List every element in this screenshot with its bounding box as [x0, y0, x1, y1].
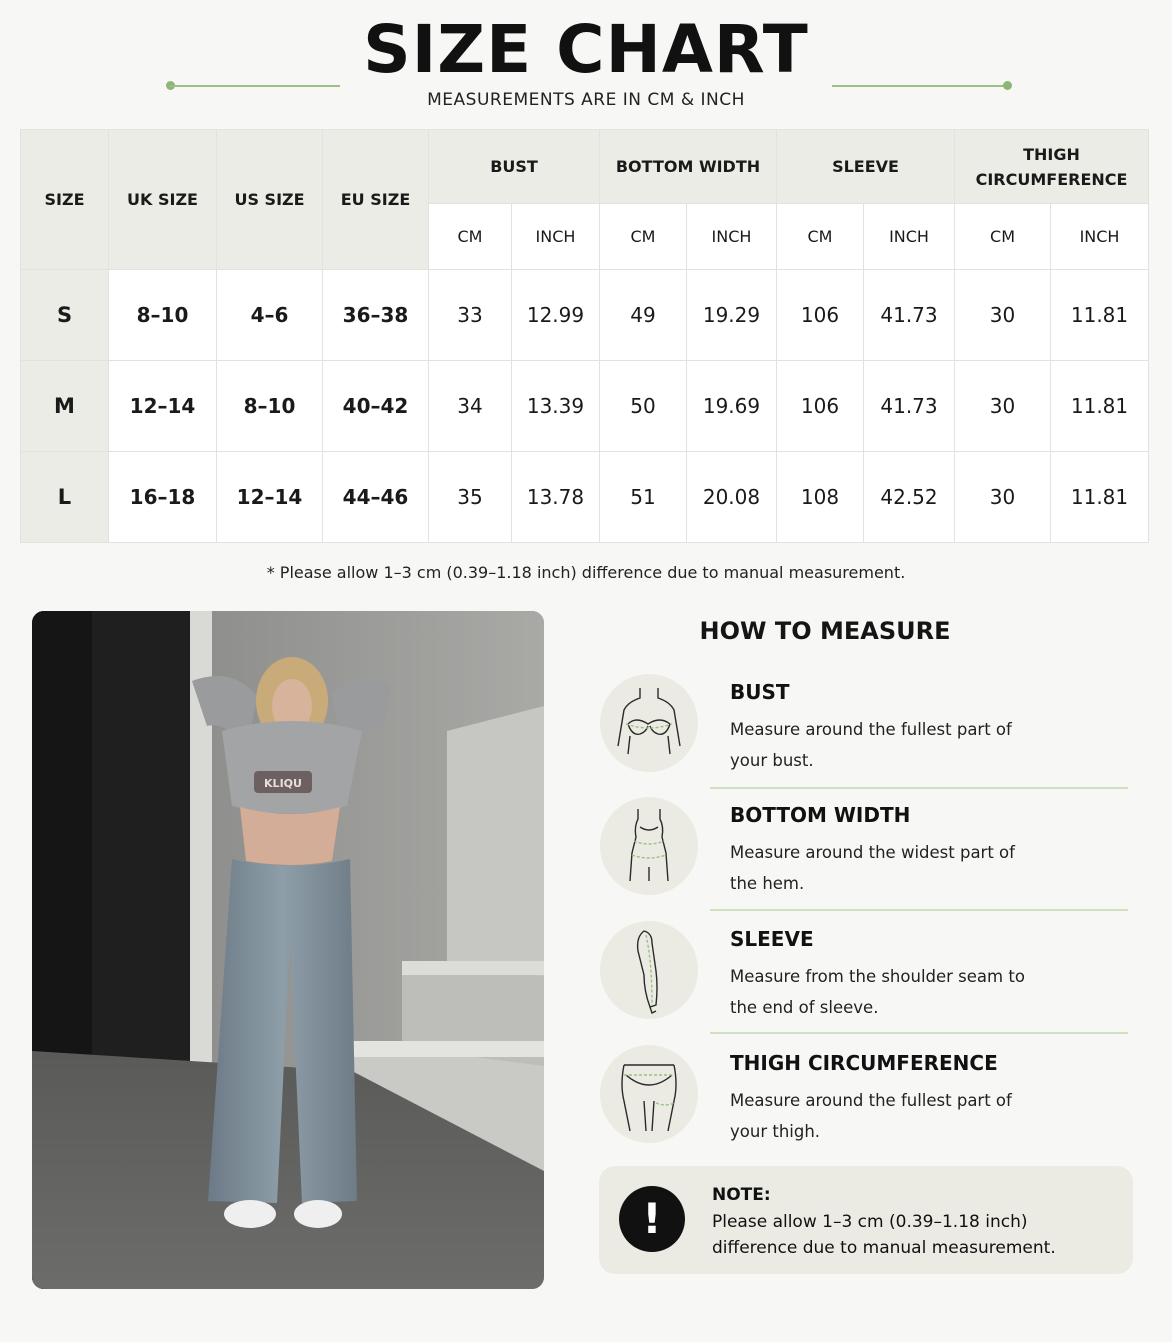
divider	[710, 909, 1128, 911]
table-cell: 8–10	[217, 361, 323, 452]
table-cell: 12–14	[217, 452, 323, 543]
table-cell: 12.99	[512, 270, 600, 361]
table-cell: 11.81	[1051, 361, 1149, 452]
page-title: SIZE CHART	[363, 11, 809, 88]
table-cell: 16–18	[109, 452, 217, 543]
table-cell: 40–42	[323, 361, 429, 452]
table-cell: 49	[600, 270, 687, 361]
header-eu-size: EU SIZE	[323, 130, 429, 270]
exclamation-icon: !	[619, 1186, 685, 1252]
unit-cell: INCH	[864, 204, 955, 270]
sweatshirt-print: KLIQU	[264, 777, 302, 790]
product-photo	[32, 611, 544, 1289]
table-row	[21, 270, 1149, 361]
divider	[710, 1032, 1128, 1034]
note-text: Please allow 1–3 cm (0.39–1.18 inch) difference due to manual measurement.	[712, 1212, 1056, 1258]
table-cell: 41.73	[864, 361, 955, 452]
table-cell: 30	[955, 270, 1051, 361]
table-cell: 30	[955, 452, 1051, 543]
table-cell: 41.73	[864, 270, 955, 361]
measure-name: BUST	[730, 680, 790, 704]
table-cell: 11.81	[1051, 452, 1149, 543]
header-thigh-line1: THIGH	[1023, 144, 1080, 164]
unit-cell: INCH	[1051, 204, 1149, 270]
table-cell: 19.29	[687, 270, 777, 361]
page-subtitle: MEASUREMENTS ARE IN CM & INCH	[427, 90, 745, 110]
unit-cell: INCH	[687, 204, 777, 270]
table-cell: 36–38	[323, 270, 429, 361]
unit-cell: INCH	[512, 204, 600, 270]
measure-name: SLEEVE	[730, 927, 814, 951]
table-cell: 19.69	[687, 361, 777, 452]
table-cell: 106	[777, 361, 864, 452]
decorative-line-left	[170, 85, 340, 87]
unit-cell: CM	[777, 204, 864, 270]
measure-item-thigh	[600, 1045, 1140, 1155]
table-cell: 108	[777, 452, 864, 543]
measure-desc: Measure around the widest part of the hem.	[730, 843, 1015, 893]
measure-item-bottom-width	[600, 797, 1140, 907]
note-title: NOTE:	[712, 1185, 771, 1205]
table-cell: 13.78	[512, 452, 600, 543]
header-size: SIZE	[21, 130, 109, 270]
size-cell: L	[21, 452, 109, 543]
how-to-measure-title: HOW TO MEASURE	[699, 617, 951, 645]
table-cell: 13.39	[512, 361, 600, 452]
table-row	[21, 361, 1149, 452]
thigh-icon	[600, 1045, 698, 1143]
size-chart-table	[20, 129, 1149, 543]
table-cell: 33	[429, 270, 512, 361]
decorative-line-right	[832, 85, 1008, 87]
table-cell: 51	[600, 452, 687, 543]
measure-item-sleeve	[600, 921, 1140, 1031]
measurement-footnote: * Please allow 1–3 cm (0.39–1.18 inch) difference due to manual measurement.	[266, 563, 906, 582]
size-cell: M	[21, 361, 109, 452]
table-row	[21, 452, 1149, 543]
header-bottom-width: BOTTOM WIDTH	[600, 130, 777, 204]
header-us-size: US SIZE	[217, 130, 323, 270]
table-cell: 20.08	[687, 452, 777, 543]
unit-cell: CM	[429, 204, 512, 270]
measure-desc: Measure around the fullest part of your bust.	[730, 720, 1012, 770]
header-sleeve: SLEEVE	[777, 130, 955, 204]
header-thigh-line2: CIRCUMFERENCE	[975, 169, 1128, 189]
measure-desc: Measure around the fullest part of your thigh.	[730, 1091, 1012, 1141]
divider	[710, 787, 1128, 789]
sleeve-icon	[600, 921, 698, 1019]
size-cell: S	[21, 270, 109, 361]
table-cell: 12–14	[109, 361, 217, 452]
note-box	[599, 1166, 1133, 1274]
measure-item-bust	[600, 674, 1140, 784]
model-illustration	[32, 611, 544, 1289]
bottom-width-icon	[600, 797, 698, 895]
unit-cell: CM	[600, 204, 687, 270]
decorative-dot-right	[1003, 81, 1012, 90]
table-cell: 8–10	[109, 270, 217, 361]
measure-name: BOTTOM WIDTH	[730, 803, 911, 827]
measure-name: THIGH CIRCUMFERENCE	[730, 1051, 998, 1075]
header-thigh	[955, 130, 1149, 204]
header-bust: BUST	[429, 130, 600, 204]
table-cell: 50	[600, 361, 687, 452]
table-cell: 34	[429, 361, 512, 452]
table-cell: 42.52	[864, 452, 955, 543]
table-cell: 11.81	[1051, 270, 1149, 361]
table-cell: 106	[777, 270, 864, 361]
table-cell: 30	[955, 361, 1051, 452]
measure-desc: Measure from the shoulder seam to the end of sleeve.	[730, 967, 1025, 1017]
header-uk-size: UK SIZE	[109, 130, 217, 270]
unit-cell: CM	[955, 204, 1051, 270]
bust-icon	[600, 674, 698, 772]
table-cell: 4–6	[217, 270, 323, 361]
table-cell: 35	[429, 452, 512, 543]
table-cell: 44–46	[323, 452, 429, 543]
table-header-row	[21, 130, 1149, 204]
